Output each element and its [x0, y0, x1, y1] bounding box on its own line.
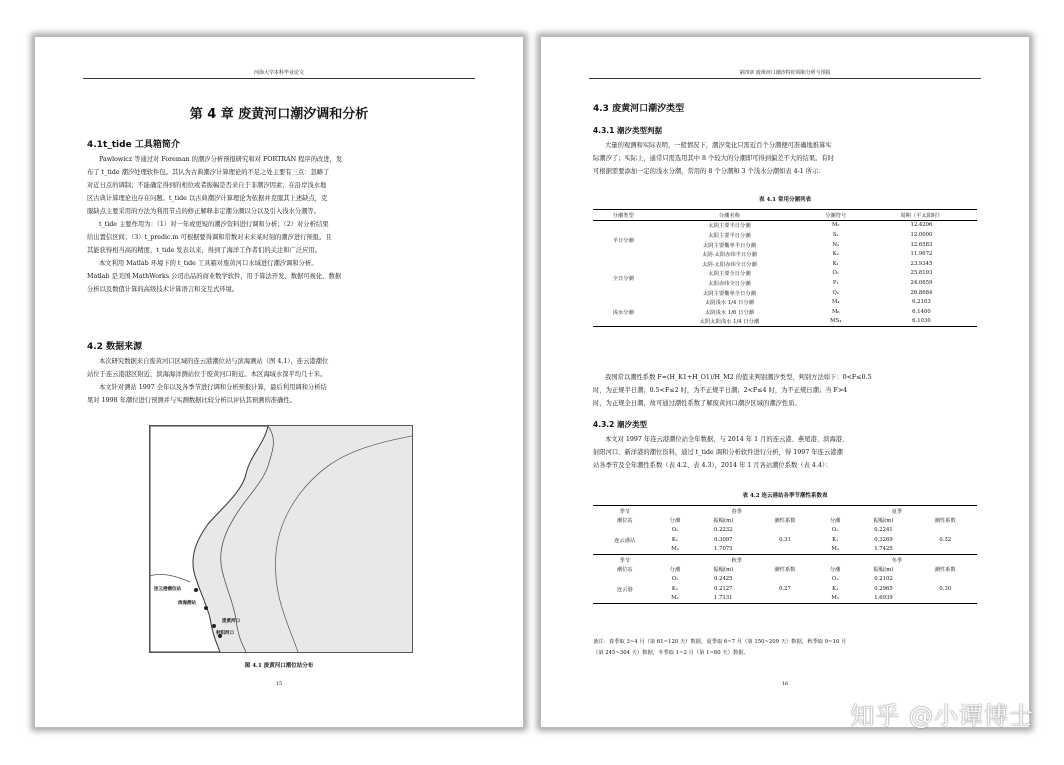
constituent-symbol: M₂ — [831, 222, 840, 229]
table-4-1-caption: 表 4.1 常用分潮列表 — [759, 197, 811, 203]
amplitude-value: 0.3269 — [874, 536, 893, 543]
amplitude-value: 0.2425 — [714, 575, 733, 582]
season-name: 春季 — [731, 508, 742, 515]
paragraph-line: 本次研究数据来自废黄河口区域的连云港潮位站与滨海测站（图 4.1），连云港潮位 — [99, 358, 329, 365]
tide-ratio-value: 0.27 — [779, 585, 791, 592]
column-header: 振幅(m) — [713, 567, 734, 574]
constituent-type: 全日分潮 — [612, 276, 634, 283]
constituent-type: 浅水分潮 — [612, 309, 634, 316]
tide-ratio-value: 0.32 — [939, 536, 952, 543]
station-map-figure — [149, 425, 413, 653]
constituent-period: 6.2103 — [912, 299, 931, 306]
tide-ratio-body — [593, 371, 977, 410]
amplitude-value: 0.2127 — [714, 585, 733, 592]
constituent-name: 太阳赤纬全日分潮 — [708, 280, 751, 287]
constituent-symbol: M₂ — [671, 595, 679, 602]
column-header: 潮性系数 — [774, 567, 796, 574]
season-label: 季节 — [619, 508, 631, 515]
amplitude-value: 1.7075 — [714, 546, 733, 553]
table-4-2-caption: 表 4.2 连云港站各季节潮性系数表 — [742, 493, 828, 499]
constituent-symbol: K₁ — [832, 260, 839, 267]
section-4-2-title: 4.2 数据来源 — [87, 342, 143, 352]
station-name: 连云港站 — [614, 537, 636, 544]
constituent-symbol: K₁ — [671, 585, 678, 592]
map-label: 滨海测站 — [178, 601, 196, 606]
constituent-symbol: K₁ — [671, 536, 678, 543]
constituent-symbol: M₂ — [831, 546, 839, 553]
constituent-symbol: O₁ — [831, 526, 839, 533]
paragraph-line: Pawlowicz 等通过对 Foreman 的潮汐分析预报研究和对 FORTRAN 程序的改进，发 — [99, 156, 343, 163]
section-4-3-2-body — [593, 433, 977, 472]
constituent-period: 12.4206 — [910, 222, 933, 229]
paragraph-line: 我国常以潮性系数 F=(H_K1+H_O1)/H_M2 的值来判别潮汐类型，判别方法如下：0<F≤0.5 — [605, 374, 872, 381]
paragraph-line: 本文对 1997 年连云港潮位站全年数据，与 2014 年 1 月的连云港、燕尾港、滨海港、 — [605, 436, 849, 443]
paragraph-line: 时，为正规全日潮，故可通过潮性系数了解废黄河口潮汐区域的潮汐性质。 — [593, 400, 801, 407]
amplitude-value: 0.2102 — [874, 575, 893, 582]
season-name: 冬季 — [817, 554, 977, 564]
left-page — [34, 36, 524, 728]
table-note — [593, 637, 977, 659]
paragraph-line: 际潮汐了；实际上，通常只需选用其中 8 个较大的分潮即可得到偏差不大的结果。有时 — [593, 155, 834, 162]
paragraph-line: 站各季节及全年潮性系数（表 4.2、表 4.3），2014 年 1 月各站潮位系数（表 4.4）： — [593, 462, 832, 469]
constituent-name: 太阴太阳浅水 1/4 日分潮 — [699, 319, 760, 326]
constituent-symbol: M₂ — [831, 595, 839, 602]
column-header-row — [593, 565, 977, 575]
paragraph-line: 给出置信区间；（3）t_predic.m 可根据要得调和常数对未来某时刻的潮汐进行预报。且 — [87, 234, 332, 241]
station-marker — [204, 606, 208, 610]
season-name: 夏季 — [891, 508, 903, 515]
constituent-name: 太阴主要椭率全日分潮 — [702, 290, 756, 297]
page-number: 16 — [781, 681, 789, 687]
map-label: 射阳河口 — [216, 631, 234, 636]
paragraph-line: 可根据需要添加一定的浅水分潮，常用的 8 个分潮和 3 个浅水分潮如表 4-1 所示： — [593, 168, 825, 175]
column-header: 分潮 — [669, 518, 681, 525]
section-4-3-1-body — [593, 139, 977, 178]
paragraph-line: 布了 t_tide 潮汐处理软件包。其认为古典潮汐计算理论的不足之处主要有三点：忽略了 — [87, 169, 330, 176]
figure-caption: 图 4.1 废黄河口潮位站分布 — [244, 663, 314, 669]
amplitude-value: 0.2965 — [874, 585, 893, 592]
paragraph-line: 分析以及数值计算的高级技术计算语言和交互式环境。 — [87, 286, 239, 293]
page-number: 15 — [275, 681, 283, 687]
table-row — [593, 220, 977, 230]
constituent-period: 26.8684 — [910, 289, 933, 296]
column-header: 分潮 — [829, 567, 841, 574]
constituent-symbol: N₂ — [832, 241, 840, 248]
paragraph-line: 本文针对测站 1997 全年以及各季节进行调和分析预报计算，最后利用调和分析结 — [99, 384, 327, 391]
constituent-name: 太阳主要半日分潮 — [708, 232, 751, 239]
season-label: 季节 — [593, 554, 657, 564]
column-header: 分潮 — [829, 518, 841, 525]
constituent-name: 太阴主要全日分潮 — [708, 271, 751, 278]
constituent-period: 6.1030 — [912, 318, 931, 325]
tide-ratio-value: 0.31 — [779, 536, 791, 543]
section-4-2-body — [87, 355, 471, 407]
constituent-symbol: O₁ — [831, 575, 839, 582]
constituent-symbol: MS₄ — [830, 318, 842, 325]
zhihu-watermark: 知乎 @小谭博士 — [850, 702, 1034, 730]
note-line: 备注：春季取 3~4 月（第 61~120 天）数据，夏季取 6~7 月（第 150~209 天）数据，秋季取 9~10 月 — [593, 639, 847, 645]
amplitude-value: 1.7131 — [714, 595, 733, 602]
column-header: 振幅(m) — [873, 567, 894, 574]
column-header: 振幅(m) — [873, 518, 894, 525]
table-row — [593, 525, 977, 535]
constituent-symbol: Q₁ — [832, 289, 839, 296]
column-header: 潮性系数 — [774, 518, 796, 525]
column-header: 振幅(m) — [713, 518, 734, 525]
paragraph-line: t_tide 主要作用为：（1）对一年或更短的潮汐资料进行调和分析；（2）对分析结果 — [99, 221, 329, 228]
section-4-1-title: 4.1t_tide 工具箱简介 — [87, 140, 180, 150]
constituent-period: 12.0000 — [910, 231, 933, 238]
station-marker — [212, 624, 216, 628]
amplitude-value: 0.2241 — [874, 526, 893, 533]
column-header: 潮位站 — [616, 518, 633, 525]
constituent-symbol: K₂ — [832, 251, 839, 258]
constituent-symbol: M₂ — [671, 546, 679, 553]
amplitude-value: 1.6939 — [874, 595, 893, 602]
constituent-name: 太阴主要椭率半日分潮 — [702, 242, 756, 249]
tide-ratio-value: 0.30 — [939, 585, 952, 592]
station-marker — [194, 588, 198, 592]
constituent-symbol: M₄ — [831, 299, 840, 306]
column-header: 潮性系数 — [934, 518, 956, 525]
paragraph-line: 其能获得相当高的精度，t_tide 发表以来，得到了海洋工作者们的关注和广泛应用。 — [87, 247, 322, 254]
constituent-symbol: O₁ — [671, 526, 679, 533]
column-header-row — [593, 516, 977, 526]
constituent-symbol: O₁ — [832, 270, 839, 277]
paragraph-line: 本文利用 Matlab 环境下的 t_tide 工具箱对废黄河口水域进行潮汐调和分析。 — [99, 260, 318, 267]
paragraph-line: Matlab 是美国 MathWorks 公司出品的商业数学软件，用于算法开发、数据可视化、数据 — [87, 273, 342, 280]
table-header-row — [593, 210, 977, 221]
constituent-symbol: M₆ — [831, 308, 840, 315]
station-name: 连云港 — [616, 586, 633, 593]
table-row — [593, 574, 977, 584]
constituent-symbol: K₁ — [832, 536, 839, 543]
constituent-period: 25.8193 — [910, 270, 933, 277]
constituent-symbol: K₁ — [832, 585, 839, 592]
paragraph-line: 时，为正规半日潮；0.5<F≤2 时，为不正规半日潮；2<F≤4 时，为不正规日潮；当 F>4 — [593, 387, 848, 394]
constituent-name: 太阴浅水 1/6 日分潮 — [704, 309, 754, 316]
seasonal-tide-ratio-table — [593, 505, 977, 604]
tidal-constituent-table — [593, 209, 977, 327]
constituent-name: 太阴主要半日分潮 — [708, 223, 751, 230]
coastline-map — [150, 426, 412, 652]
column-header: 分潮名称 — [653, 210, 805, 221]
amplitude-value: 0.3097 — [714, 536, 733, 543]
section-4-3-1-title: 4.3.1 潮汐类型判据 — [593, 126, 662, 135]
column-header: 潮性系数 — [934, 567, 956, 574]
season-header-row — [593, 554, 977, 564]
map-label: 废黄河口 — [222, 619, 240, 624]
note-line: （第 245~304 天）数据，冬季取 1~2 月（第 1~60 天）数据。 — [593, 650, 749, 656]
section-4-3-2-title: 4.3.2 潮汐类型 — [593, 420, 647, 429]
constituent-period: 23.9345 — [910, 260, 933, 267]
constituent-name: 太阴浅水 1/4 日分潮 — [704, 300, 754, 307]
table-row — [593, 297, 977, 307]
constituent-name: 太阴-太阳赤纬半日分潮 — [702, 252, 757, 259]
table-row — [593, 259, 977, 269]
paragraph-line: 果对 1998 年潮位进行预测并与实测数据比较分析以评估其预测的准确性。 — [87, 397, 296, 404]
paragraph-line: 对近日点的调制；不能确定得到的相位或者振幅是否来自于非潮汐因素；在沿岸浅水地 — [87, 182, 327, 189]
paragraph-line: 服缺点主要采用的方法为利用节点的修正解释非定潮分潮以分以及引入浅水分潮等。 — [87, 208, 320, 215]
right-page — [540, 36, 1030, 728]
paragraph-line: 站位于连云港港区附近，滨海海洋测站位于废黄河口附近。本区海域水深平均几十米。 — [87, 371, 327, 378]
column-header: 分潮 — [669, 567, 681, 574]
constituent-symbol: S₂ — [832, 231, 839, 238]
paragraph-line: 区古典计算理论也存在问题。t_tide 以古典潮汐计算理论为依据并克服其上述缺点，克 — [87, 195, 328, 202]
column-header: 分潮符号 — [806, 210, 866, 221]
column-header: 分潮类型 — [593, 210, 653, 221]
section-4-3-title: 4.3 废黄河口潮汐类型 — [593, 104, 685, 114]
constituent-symbol: P₁ — [832, 279, 839, 286]
constituent-symbol: O₁ — [671, 575, 679, 582]
paragraph-line: 射阳河口、新洋港的潮位资料，通过 t_tide 调和分析软件进行分析，得 1997 年连云港潮 — [593, 449, 843, 456]
section-4-1-body — [87, 153, 471, 296]
map-label: 连云港潮位站 — [154, 587, 181, 592]
amplitude-value: 0.2232 — [714, 526, 733, 533]
left-page-header: 河海大学本科毕业论文 — [83, 69, 475, 79]
constituent-period: 24.0659 — [910, 279, 933, 286]
season-name: 秋季 — [657, 554, 817, 564]
right-page-header: 第四章 废黄河口潮汐特征调和分析与预报 — [589, 69, 981, 79]
season-header-row — [593, 506, 977, 516]
chapter-title: 第 4 章 废黄河口潮汐调和分析 — [189, 107, 369, 122]
constituent-period: 11.9672 — [910, 251, 933, 258]
constituent-period: 12.6583 — [910, 241, 933, 248]
constituent-name: 太阴-太阳赤纬全日分潮 — [702, 261, 757, 268]
constituent-type: 半日分潮 — [612, 237, 634, 244]
column-header: 周期（平太阳时） — [866, 210, 977, 221]
column-header: 潮位站 — [616, 567, 633, 574]
paragraph-line: 大量的观测和实际表明，一般情况下，潮汐变化只需近百个分潮便可准确地推算实 — [605, 142, 832, 149]
amplitude-value: 1.7425 — [874, 546, 893, 553]
constituent-period: 6.1400 — [912, 308, 931, 315]
